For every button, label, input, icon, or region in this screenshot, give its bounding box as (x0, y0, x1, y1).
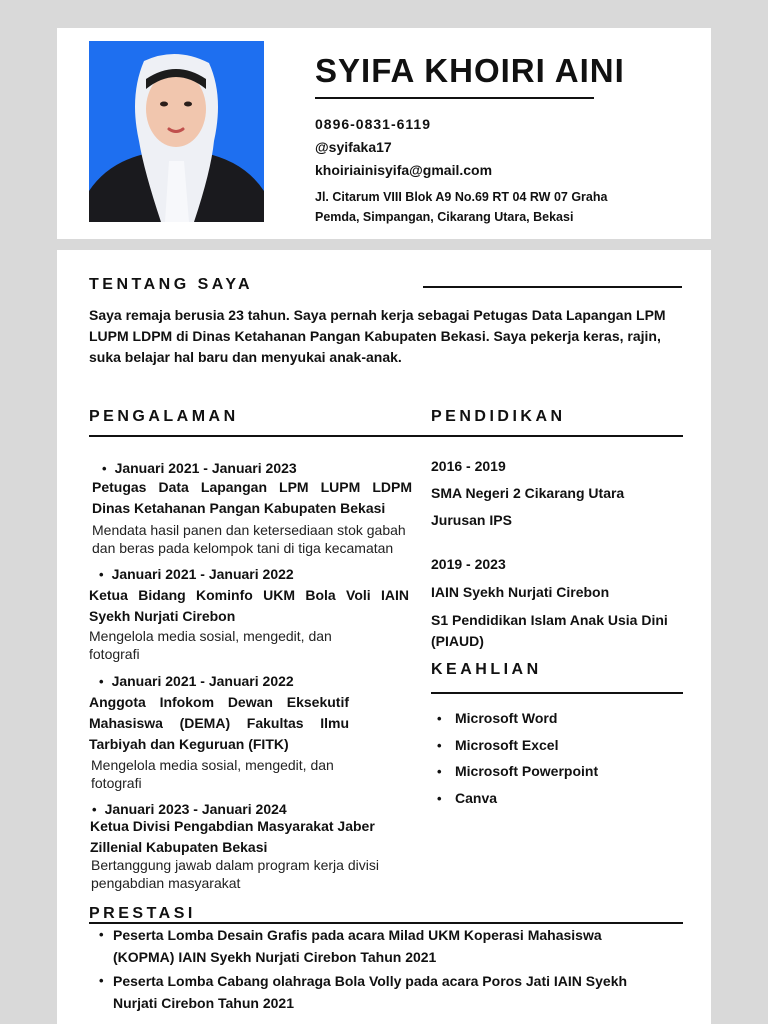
experience-role: Ketua Bidang Kominfo UKM Bola Voli IAIN Syekh Nurjati Cirebon (89, 587, 409, 624)
experience-description: Mendata hasil panen dan ketersediaan stok gabah dan beras pada kelompok tani di tiga kecamatan (92, 522, 406, 556)
experience-heading: PENGALAMAN (89, 408, 239, 425)
skill-item: • Microsoft Powerpoint (437, 761, 598, 788)
experience-role: Petugas Data Lapangan LPM LUPM LDPM Dinas Ketahanan Pangan Kabupaten Bekasi (92, 479, 412, 516)
name-divider (315, 97, 594, 99)
about-text: Saya remaja berusia 23 tahun. Saya pernah kerja sebagai Petugas Data Lapangan LPM LUPM LDPM di Dinas Ketahanan Pangan Kabupaten Bekasi. Saya pekerja keras, rajin, suka belajar hal baru dan menyukai anak-anak. (89, 307, 666, 365)
skills-heading: KEAHLIAN (431, 661, 542, 678)
experience-date: • Januari 2021 - Januari 2023 (102, 460, 297, 476)
education-heading: PENDIDIKAN (431, 408, 566, 425)
experience-divider (89, 435, 683, 437)
email-address: khoiriainisyifa@gmail.com (315, 162, 493, 178)
experience-role: Anggota Infokom Dewan Eksekutif Mahasiswa (DEMA) Fakultas Ilmu Tarbiyah dan Keguruan (FITK) (89, 694, 349, 752)
achievement-item: • Peserta Lomba Desain Grafis pada acara Milad UKM Koperasi Mahasiswa (KOPMA) IAIN Syekh Nurjati Cirebon Tahun 2021 (99, 924, 659, 968)
education-school: SMA Negeri 2 Cikarang Utara (431, 485, 625, 501)
skill-item: • Canva (437, 788, 598, 815)
profile-photo-illustration (89, 41, 264, 222)
skills-list (437, 708, 598, 814)
experience-description: Bertanggung jawab dalam program kerja divisi pengabdian masyarakat (91, 857, 379, 891)
education-period: 2019 - 2023 (431, 556, 506, 572)
achievements-list (99, 924, 659, 1016)
profile-photo (89, 41, 264, 222)
education-period: 2016 - 2019 (431, 458, 506, 474)
skills-divider (431, 692, 683, 694)
experience-date: • Januari 2023 - Januari 2024 (92, 801, 287, 817)
phone-number: 0896-0831-6119 (315, 116, 431, 132)
experience-date: • Januari 2021 - Januari 2022 (99, 566, 294, 582)
about-divider (423, 286, 682, 288)
skill-item: • Microsoft Word (437, 708, 598, 735)
about-heading: TENTANG SAYA (89, 276, 254, 293)
candidate-name: SYIFA KHOIRI AINI (315, 52, 625, 89)
achievements-heading: PRESTASI (89, 905, 196, 922)
experience-date: • Januari 2021 - Januari 2022 (99, 673, 294, 689)
experience-role: Ketua Divisi Pengabdian Masyarakat Jaber Zillenial Kabupaten Bekasi (90, 818, 375, 855)
skill-item: • Microsoft Excel (437, 735, 598, 762)
experience-description: Mengelola media sosial, mengedit, dan fotografi (91, 757, 334, 791)
instagram-handle: @syifaka17 (315, 139, 392, 155)
experience-description: Mengelola media sosial, mengedit, dan fotografi (89, 628, 332, 662)
home-address: Jl. Citarum VIII Blok A9 No.69 RT 04 RW 07 Graha Pemda, Simpangan, Cikarang Utara, Bekasi (315, 190, 608, 224)
achievement-item: • Peserta Lomba Cabang olahraga Bola Volly pada acara Poros Jati IAIN Syekh Nurjati Cirebon Tahun 2021 (99, 970, 659, 1014)
education-major: S1 Pendidikan Islam Anak Usia Dini (PIAUD) (431, 612, 668, 649)
education-major: Jurusan IPS (431, 512, 512, 528)
education-school: IAIN Syekh Nurjati Cirebon (431, 584, 610, 600)
